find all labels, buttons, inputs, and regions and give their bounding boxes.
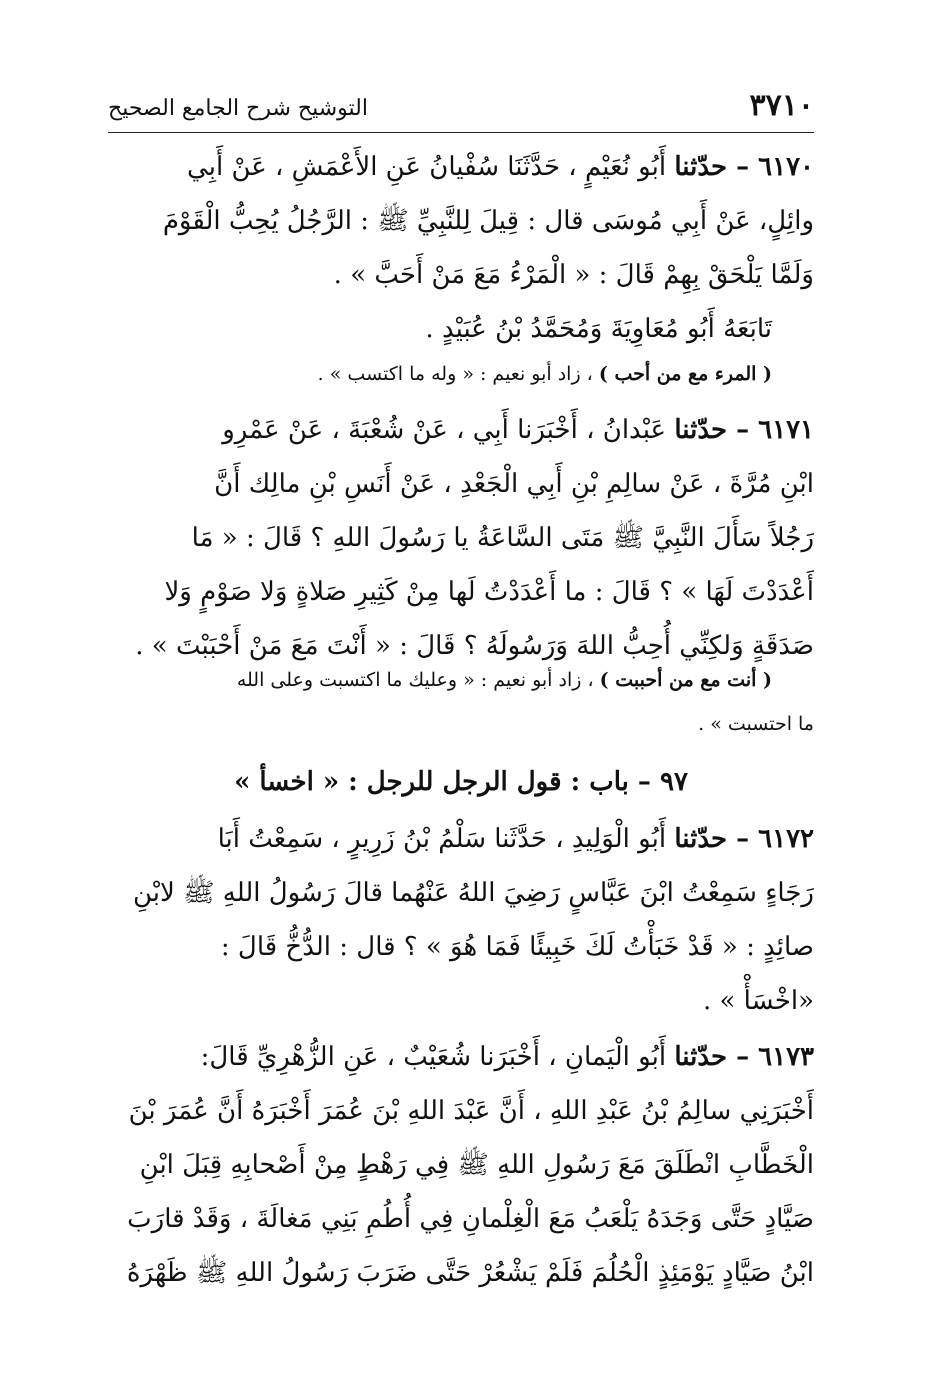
hadith-followup: تَابَعَهُ أَبُو مُعَاوِيَةَ وَمُحَمَّدُ بْنُ عُبَيْدٍ .: [425, 314, 772, 344]
hadith-6170: [108, 140, 814, 356]
hadith-text: أَبُو الْوَلِيدِ ، حَدَّثَنا سَلْمُ بْنُ زَرِيرٍ ، سَمِعْتُ أَبَا: [217, 824, 667, 854]
hadith-text: «اخْسَأْ » .: [702, 986, 814, 1016]
hadith-number: ٦١٧١ – حدّثنا: [674, 415, 814, 445]
hadith-text: رَجَاءٍ سَمِعْتُ ابْنَ عَبَّاسٍ رَضِيَ اللهُ عَنْهُما قالَ رَسُولُ اللهِ ﷺ لابْنِ: [132, 878, 814, 908]
hadith-text: رَجُلاً سَأَلَ النَّبِيَّ ﷺ مَتَى السَّاعَةُ يا رَسُولَ اللهِ ؟ قَالَ : « مَا: [191, 523, 814, 553]
hadith-number: ٦١٧٣ – حدّثنا: [674, 1042, 814, 1072]
hadith-text: وائِلٍ، عَنْ أَبِي مُوسَى قال : قِيلَ لِلنَّبِيِّ ﷺ : الرَّجُلُ يُحِبُّ الْقَوْمَ: [162, 206, 814, 236]
hadith-text: عَبْدانُ ، أَخْبَرَنا أَبِي ، عَنْ شُعْبَةَ ، عَنْ عَمْرِو: [222, 415, 667, 445]
commentary-text: ما احتسبت » .: [698, 713, 814, 735]
commentary-6171: [108, 658, 814, 746]
hadith-6173: [108, 1030, 814, 1300]
hadith-text: أَبُو الْيَمانِ ، أَخْبَرَنا شُعَيْبٌ ، عَنِ الزُّهْرِيِّ قَالَ:: [200, 1042, 667, 1072]
hadith-text: أَعْدَدْتَ لَهَا » ؟ قَالَ : ما أَعْدَدْتُ لَها مِنْ كَثِيرِ صَلاةٍ وَلا صَوْمٍ وَلا: [164, 577, 814, 607]
hadith-text: ابْنُ صَيَّادٍ يَوْمَئِذٍ الْحُلُمَ فَلَمْ يَشْعُرْ حَتَّى ضَرَبَ رَسُولُ اللهِ ﷺ ظَهْرَهُ: [126, 1258, 814, 1288]
hadith-text: أَخْبَرَنِي سالِمُ بْنُ عَبْدِ اللهِ ، أَنَّ عَبْدَ اللهِ بْنَ عُمَرَ أَخْبَرَهُ أَنَّ عُمَرَ بْنَ: [128, 1096, 814, 1126]
page-header: [108, 82, 814, 133]
commentary-text: ، زاد أبو نعيم : « وله ما اكتسب » .: [317, 363, 593, 385]
hadith-text: صَدَقَةٍ وَلكِنِّي أُحِبُّ اللهَ وَرَسُولَهُ ؟ قَالَ : « أَنْتَ مَعَ مَنْ أَحْبَبْتَ » .: [135, 631, 814, 661]
hadith-number: ٦١٧٢ – حدّثنا: [674, 824, 814, 854]
hadith-number: ٦١٧٠ – حدّثنا: [674, 152, 814, 182]
hadith-6171: [108, 403, 814, 673]
hadith-text: أَبُو نُعَيْمٍ ، حَدَّثَنَا سُفْيانُ عَنِ الأَعْمَشِ ، عَنْ أَبِي: [187, 152, 667, 182]
hadith-text: صائِدٍ : « قَدْ خَبَأْتُ لَكَ خَبِيئًا فَمَا هُوَ » ؟ قال : الدُّخُّ قَالَ :: [220, 932, 814, 962]
hadith-text: ابْنِ مُرَّةَ ، عَنْ سالِمِ بْنِ أَبِي الْجَعْدِ ، عَنْ أَنَسِ بْنِ مالِك أَنَّ: [214, 469, 814, 499]
hadith-6172: [108, 812, 814, 1028]
commentary-lemma: ( المرء مع من أحب ): [598, 363, 772, 385]
chapter-heading: ٩٧ – باب : قول الرجل للرجل : « اخسأ »: [234, 767, 688, 797]
hadith-text: الْخَطَّابِ انْطَلَقَ مَعَ رَسُولِ اللهِ ﷺ فِي رَهْطٍ مِنْ أَصْحابِهِ قِبَلَ ابْنِ: [139, 1150, 814, 1180]
hadith-text: صَيَّادٍ حَتَّى وَجَدَهُ يَلْعَبُ مَعَ الْغِلْمانِ فِي أُطُمِ بَنِي مَغالَةَ ، وَقَدْ قارَبَ: [127, 1204, 814, 1234]
hadith-text: وَلَمَّا يَلْحَقْ بِهِمْ قَالَ : « الْمَرْءُ مَعَ مَنْ أَحَبَّ » .: [333, 260, 814, 290]
running-title: التوشيح شرح الجامع الصحيح: [108, 96, 368, 121]
commentary-6170: [108, 352, 814, 396]
page-number: ٣٧١٠: [749, 88, 814, 123]
commentary-text: ، زاد أبو نعيم : « وعليك ما اكتسبت وعلى الله: [236, 669, 594, 691]
commentary-lemma: ( أنت مع من أحببت ): [599, 669, 772, 691]
